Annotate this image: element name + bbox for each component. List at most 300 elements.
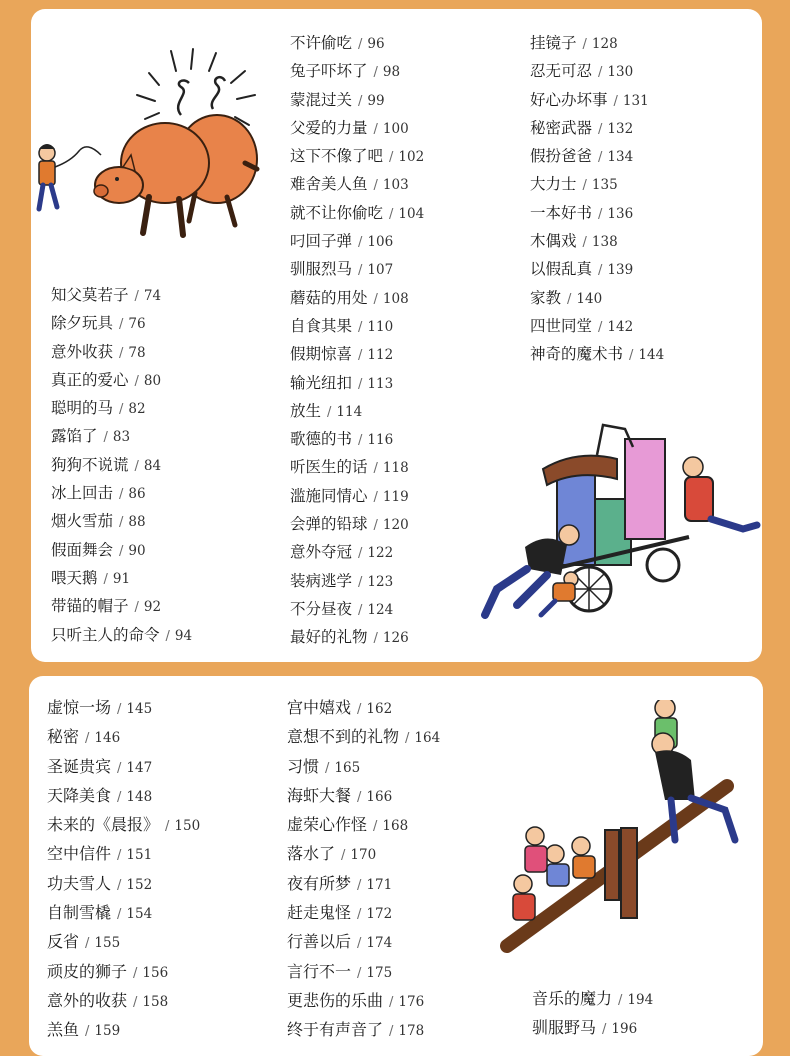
entry-title: 狗狗不说谎 [51, 455, 129, 474]
entry-page-number: 116 [367, 432, 394, 449]
entry-title: 最好的礼物 [290, 628, 368, 647]
toc-entry [51, 451, 192, 479]
toc-entry [290, 510, 424, 538]
toc-panel-1 [31, 9, 762, 662]
entry-page-number: 166 [366, 788, 393, 805]
entry-page-number: 154 [126, 906, 153, 923]
entry-separator: / [373, 65, 378, 81]
entry-page-number: 122 [367, 545, 394, 562]
entry-page-number: 156 [142, 964, 169, 981]
toc-entry [51, 592, 192, 620]
entry-separator: / [389, 206, 394, 222]
toc-entry [47, 781, 200, 810]
entry-page-number: 172 [366, 906, 393, 923]
entry-separator: / [373, 121, 378, 137]
toc-entry [530, 340, 664, 368]
toc-entry [530, 199, 664, 227]
entry-page-number: 159 [94, 1023, 121, 1040]
toc-entry [290, 199, 424, 227]
toc-entry [290, 227, 424, 255]
entry-separator: / [134, 373, 139, 389]
toc-entry [290, 312, 424, 340]
entry-page-number: 100 [382, 120, 409, 137]
toc-entry [287, 986, 440, 1015]
entry-title: 驯服烈马 [290, 260, 353, 279]
entry-separator: / [357, 789, 362, 805]
entry-separator: / [134, 600, 139, 616]
entry-title: 大力士 [530, 175, 577, 194]
entry-page-number: 150 [174, 818, 201, 835]
entry-title: 落水了 [287, 844, 336, 864]
entry-page-number: 144 [638, 347, 665, 364]
toc-entry [287, 722, 440, 751]
entry-separator: / [327, 404, 332, 420]
entry-page-number: 170 [350, 847, 377, 864]
entry-page-number: 102 [398, 149, 425, 166]
entry-page-number: 145 [126, 701, 153, 717]
entry-page-number: 130 [607, 64, 634, 81]
toc-entry [530, 86, 664, 114]
entry-title: 自制雪橇 [47, 903, 112, 923]
entry-title: 蒙混过关 [290, 90, 353, 109]
entry-separator: / [358, 93, 363, 109]
entry-separator: / [358, 546, 363, 562]
entry-title: 夜有所梦 [287, 873, 352, 893]
entry-title: 好心办坏事 [530, 90, 608, 109]
entry-page-number: 104 [398, 205, 425, 222]
toc-entry [290, 623, 424, 651]
entry-page-number: 123 [367, 573, 394, 590]
entry-title: 自食其果 [290, 316, 353, 335]
toc-entry [290, 425, 424, 453]
entry-title: 会弹的铅球 [290, 515, 368, 534]
entry-page-number: 178 [398, 1023, 425, 1040]
toc-entry [532, 1013, 653, 1042]
toc-entry [47, 957, 200, 986]
entry-title: 羔鱼 [47, 1020, 80, 1040]
entry-title: 假期惊喜 [290, 345, 353, 364]
toc-entry [530, 142, 664, 170]
toc-entry [290, 86, 424, 114]
entry-separator: / [389, 1024, 394, 1040]
entry-page-number: 124 [367, 601, 394, 618]
entry-separator: / [358, 263, 363, 279]
entry-title: 假扮爸爸 [530, 147, 593, 166]
entry-separator: / [567, 291, 572, 307]
toc-entry [530, 114, 664, 142]
entry-separator: / [133, 994, 138, 1010]
toc-entry [51, 621, 192, 649]
entry-title: 圣诞贵宾 [47, 756, 112, 776]
entry-title: 海虾大餐 [287, 785, 352, 805]
entry-title: 滥施同情心 [290, 486, 368, 505]
entry-page-number: 110 [367, 318, 394, 335]
entry-title: 放生 [290, 401, 322, 420]
entry-title: 顽皮的狮子 [47, 961, 128, 981]
entry-separator: / [389, 150, 394, 166]
entry-separator: / [117, 877, 122, 893]
entry-page-number: 94 [174, 627, 193, 644]
pigs-illustration [31, 43, 281, 243]
entry-separator: / [582, 235, 587, 251]
toc-entry [287, 752, 440, 781]
entry-title: 蘑菇的用处 [290, 288, 368, 307]
entry-page-number: 174 [366, 935, 393, 952]
toc-entry [290, 170, 424, 198]
entry-separator: / [598, 206, 603, 222]
toc-entry [47, 927, 200, 956]
toc-entry [51, 366, 192, 394]
entry-page-number: 82 [128, 401, 146, 418]
entry-page-number: 164 [414, 730, 441, 747]
entry-title: 习惯 [287, 756, 320, 776]
entry-title: 聪明的马 [51, 399, 114, 418]
toc-entry [287, 957, 440, 986]
entry-title: 输光纽扣 [290, 373, 353, 392]
toc-entry [290, 538, 424, 566]
entry-separator: / [85, 936, 90, 952]
entry-title: 更悲伤的乐曲 [287, 990, 384, 1010]
entry-page-number: 139 [607, 262, 634, 279]
toc-entry [290, 142, 424, 170]
toc-entry [290, 369, 424, 397]
entry-separator: / [358, 319, 363, 335]
toc-entry [290, 397, 424, 425]
entry-title: 赶走鬼怪 [287, 903, 352, 923]
entry-title: 意外夺冠 [290, 543, 353, 562]
entry-title: 反省 [47, 932, 80, 952]
entry-separator: / [119, 345, 124, 361]
entry-page-number: 99 [367, 92, 385, 109]
entry-separator: / [357, 877, 362, 893]
toc-column [290, 29, 424, 652]
entry-page-number: 176 [398, 993, 425, 1010]
entry-page-number: 88 [128, 514, 146, 531]
entry-title: 就不让你偷吃 [290, 203, 384, 222]
toc-entry [530, 170, 664, 198]
entry-separator: / [405, 731, 410, 747]
entry-page-number: 165 [334, 759, 361, 776]
toc-entry [287, 781, 440, 810]
entry-page-number: 142 [607, 318, 634, 335]
entry-page-number: 196 [611, 1021, 638, 1038]
entry-separator: / [598, 121, 603, 137]
toc-column [51, 281, 192, 649]
toc-entry [530, 57, 664, 85]
entry-page-number: 118 [382, 460, 409, 477]
entry-title: 冰上回击 [51, 484, 114, 503]
toc-entry [290, 284, 424, 312]
entry-separator: / [117, 789, 122, 805]
entry-page-number: 114 [336, 403, 363, 420]
entry-title: 这下不像了吧 [290, 147, 384, 166]
entry-page-number: 90 [128, 542, 146, 559]
entry-separator: / [325, 760, 330, 776]
entry-title: 难舍美人鱼 [290, 175, 368, 194]
entry-separator: / [598, 65, 603, 81]
entry-separator: / [341, 848, 346, 864]
entry-separator: / [373, 461, 378, 477]
entry-title: 虚荣心作怪 [287, 815, 368, 835]
entry-separator: / [134, 289, 139, 304]
entry-page-number: 171 [366, 876, 393, 893]
entry-separator: / [134, 458, 139, 474]
entry-separator: / [373, 631, 378, 647]
entry-separator: / [358, 433, 363, 449]
entry-separator: / [602, 1022, 607, 1038]
toc-entry [287, 1015, 440, 1044]
entry-page-number: 84 [143, 457, 162, 474]
toc-entry [51, 309, 192, 337]
toc-entry [287, 927, 440, 956]
entry-title: 神奇的魔术书 [530, 345, 624, 364]
entry-separator: / [117, 760, 122, 776]
entry-title: 以假乱真 [530, 260, 593, 279]
toc-entry [530, 227, 664, 255]
entry-title: 知父莫若子 [51, 286, 129, 304]
entry-page-number: 76 [128, 316, 146, 333]
entry-separator: / [117, 702, 122, 717]
entry-title: 一本好书 [530, 203, 593, 222]
toc-entry [287, 839, 440, 868]
entry-page-number: 162 [366, 701, 393, 717]
entry-separator: / [598, 319, 603, 335]
toc-entry [51, 281, 192, 309]
entry-title: 未来的《晨报》 [47, 815, 160, 835]
entry-page-number: 146 [94, 730, 121, 747]
entry-title: 喂天鹅 [51, 568, 98, 587]
entry-separator: / [357, 907, 362, 923]
toc-entry [530, 29, 664, 57]
toc-entry [530, 255, 664, 283]
entry-title: 言行不一 [287, 961, 352, 981]
entry-separator: / [358, 348, 363, 364]
entry-separator: / [618, 993, 623, 1008]
entry-title: 空中信件 [47, 844, 112, 864]
entry-title: 听医生的话 [290, 458, 368, 477]
entry-page-number: 119 [382, 488, 409, 505]
entry-separator: / [117, 907, 122, 923]
toc-entry [51, 479, 192, 507]
entry-page-number: 91 [112, 570, 131, 587]
entry-separator: / [358, 602, 363, 618]
entry-separator: / [119, 317, 124, 333]
entry-separator: / [103, 430, 108, 446]
entry-page-number: 131 [622, 92, 649, 109]
entry-page-number: 98 [382, 64, 401, 81]
entry-title: 叼回子弹 [290, 232, 353, 251]
entry-separator: / [119, 402, 124, 418]
toc-column [530, 29, 664, 369]
entry-page-number: 80 [143, 372, 162, 389]
entry-title: 木偶戏 [530, 232, 577, 251]
entry-title: 忍无可忍 [530, 62, 593, 81]
toc-entry [47, 839, 200, 868]
entry-title: 意外的收获 [47, 990, 128, 1010]
toc-entry [47, 869, 200, 898]
entry-separator: / [629, 348, 634, 364]
entry-separator: / [373, 819, 378, 835]
toc-entry [47, 722, 200, 751]
entry-separator: / [613, 93, 618, 109]
cart-illustration [457, 419, 762, 624]
entry-page-number: 120 [382, 517, 409, 534]
toc-entry [47, 898, 200, 927]
entry-page-number: 78 [128, 344, 146, 361]
entry-page-number: 92 [143, 599, 162, 616]
entry-title: 露馅了 [51, 427, 98, 446]
entry-page-number: 83 [112, 429, 131, 446]
seesaw-illustration [495, 700, 755, 960]
toc-entry [51, 536, 192, 564]
entry-title: 终于有声音了 [287, 1020, 384, 1040]
entry-separator: / [358, 235, 363, 251]
toc-entry [290, 567, 424, 595]
toc-entry [51, 394, 192, 422]
toc-column [47, 693, 200, 1045]
toc-entry [287, 898, 440, 927]
toc-entry [51, 422, 192, 450]
entry-page-number: 140 [576, 290, 603, 307]
entry-page-number: 136 [607, 205, 634, 222]
entry-title: 音乐的魔力 [532, 989, 613, 1008]
toc-entry [290, 114, 424, 142]
entry-page-number: 155 [94, 935, 121, 952]
toc-entry [530, 312, 664, 340]
toc-entry [51, 507, 192, 535]
entry-separator: / [358, 37, 363, 52]
entry-title: 不分昼夜 [290, 599, 353, 618]
entry-separator: / [103, 571, 108, 587]
entry-separator: / [119, 515, 124, 531]
entry-page-number: 107 [367, 262, 394, 279]
entry-title: 不许偷吃 [290, 34, 353, 52]
entry-separator: / [582, 178, 587, 194]
entry-page-number: 194 [627, 992, 654, 1008]
toc-entry [51, 564, 192, 592]
entry-title: 功夫雪人 [47, 873, 112, 893]
toc-entry [287, 693, 440, 722]
entry-title: 意外收获 [51, 342, 114, 361]
entry-page-number: 106 [367, 234, 394, 251]
entry-page-number: 74 [143, 288, 162, 304]
entry-page-number: 158 [142, 993, 169, 1010]
entry-title: 只听主人的命令 [51, 625, 160, 644]
entry-separator: / [373, 291, 378, 307]
entry-page-number: 152 [126, 876, 153, 893]
toc-column [532, 984, 653, 1043]
toc-entry [287, 869, 440, 898]
entry-title: 兔子吓坏了 [290, 62, 368, 81]
entry-title: 驯服野马 [532, 1018, 597, 1038]
entry-separator: / [133, 965, 138, 981]
entry-page-number: 135 [591, 177, 618, 194]
entry-separator: / [119, 543, 124, 559]
entry-separator: / [85, 731, 90, 747]
entry-title: 假面舞会 [51, 540, 114, 559]
entry-separator: / [119, 487, 124, 503]
entry-page-number: 147 [126, 759, 153, 776]
entry-title: 意想不到的礼物 [287, 727, 400, 747]
toc-entry [47, 693, 200, 722]
entry-separator: / [373, 518, 378, 534]
entry-page-number: 86 [128, 486, 146, 503]
entry-title: 歌德的书 [290, 430, 353, 449]
toc-entry [47, 810, 200, 839]
entry-separator: / [358, 376, 363, 392]
entry-title: 虚惊一场 [47, 698, 112, 717]
entry-page-number: 134 [607, 149, 634, 166]
toc-entry [51, 338, 192, 366]
entry-page-number: 128 [591, 36, 618, 52]
entry-title: 四世同堂 [530, 316, 593, 335]
toc-entry [290, 340, 424, 368]
entry-title: 秘密 [47, 727, 80, 747]
entry-separator: / [117, 848, 122, 864]
entry-separator: / [357, 965, 362, 981]
entry-title: 真正的爱心 [51, 370, 129, 389]
entry-page-number: 151 [126, 847, 153, 864]
entry-title: 烟火雪茄 [51, 512, 114, 531]
entry-separator: / [373, 178, 378, 194]
toc-entry [47, 1015, 200, 1044]
entry-page-number: 175 [366, 964, 393, 981]
entry-title: 父爱的力量 [290, 118, 368, 137]
toc-entry [530, 284, 664, 312]
entry-page-number: 126 [382, 630, 409, 647]
toc-entry [290, 482, 424, 510]
entry-separator: / [598, 263, 603, 279]
entry-page-number: 113 [367, 375, 394, 392]
entry-separator: / [598, 150, 603, 166]
entry-separator: / [165, 819, 170, 835]
entry-separator: / [389, 994, 394, 1010]
toc-panel-2 [29, 676, 763, 1056]
entry-title: 宫中嬉戏 [287, 698, 352, 717]
entry-title: 除夕玩具 [51, 314, 114, 333]
entry-page-number: 112 [367, 347, 394, 364]
toc-entry [532, 984, 653, 1013]
toc-entry [290, 57, 424, 85]
entry-separator: / [358, 574, 363, 590]
entry-separator: / [165, 628, 170, 644]
toc-entry [287, 810, 440, 839]
entry-title: 带锚的帽子 [51, 597, 129, 616]
toc-entry [47, 752, 200, 781]
entry-title: 天降美食 [47, 785, 112, 805]
entry-title: 家教 [530, 288, 562, 307]
entry-separator: / [357, 936, 362, 952]
entry-title: 行善以后 [287, 932, 352, 952]
entry-page-number: 168 [382, 818, 409, 835]
entry-title: 秘密武器 [530, 118, 593, 137]
toc-column [287, 693, 440, 1045]
toc-entry [290, 595, 424, 623]
entry-title: 装病逃学 [290, 571, 353, 590]
entry-page-number: 96 [367, 36, 385, 52]
toc-entry [47, 986, 200, 1015]
entry-page-number: 132 [607, 120, 634, 137]
entry-page-number: 103 [382, 177, 409, 194]
entry-page-number: 108 [382, 290, 409, 307]
toc-entry [290, 29, 424, 57]
entry-separator: / [373, 489, 378, 505]
entry-separator: / [357, 702, 362, 717]
toc-entry [290, 255, 424, 283]
entry-separator: / [582, 37, 587, 52]
entry-page-number: 138 [591, 234, 618, 251]
toc-entry [290, 453, 424, 481]
